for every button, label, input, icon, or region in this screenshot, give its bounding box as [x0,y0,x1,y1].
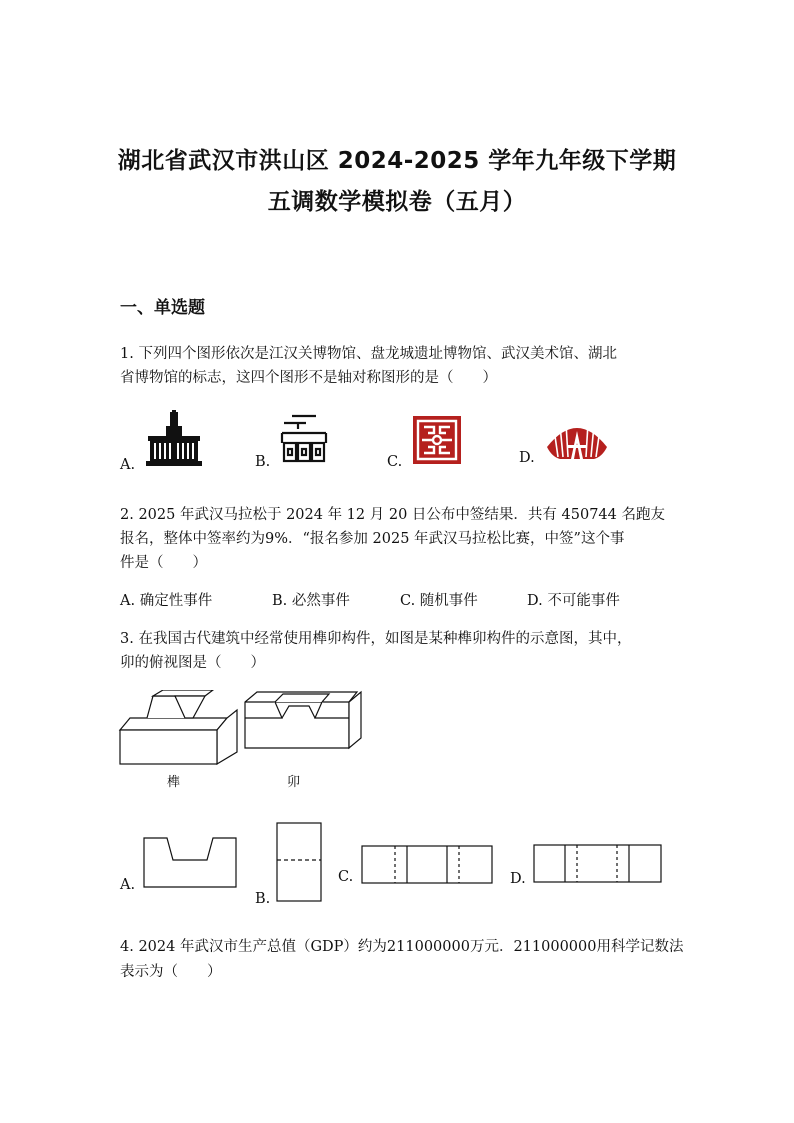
tenon-piece-drawing [120,690,237,764]
q4-line-1: 4. 2024 年武汉市生产总值（GDP）约为211000000万元．211000000用科学记数法 [120,939,684,955]
section-heading: 一、单选题 [120,298,205,318]
q1-option-c-label: C. [387,454,403,470]
tenon-label: 榫 [167,775,181,790]
mortise-label: 卯 [287,775,301,790]
title-line-2: 五调数学模拟卷（五月） [267,189,527,215]
q1-line-2: 省博物馆的标志，这四个图形不是轴对称图形的是（ ） [120,370,497,386]
q2-option-c: C. 随机事件 [400,593,478,609]
q3-option-b-label: B. [255,891,271,907]
q2-line-1: 2. 2025 年武汉马拉松于 2024 年 12 月 20 日公布中签结果．共有 450744 名跑友 [120,507,665,523]
q2-line-2: 报名，整体中签率约为9%．“报名参加 2025 年武汉马拉松比赛，中签”这个事 [120,531,625,547]
q3-line-2: 卯的俯视图是（ ） [120,655,265,671]
q2-option-d: D. 不可能事件 [527,593,620,609]
fan-logo-icon [544,417,610,463]
q1-option-d-label: D. [519,450,535,466]
q1-option-a-label: A. [120,457,136,473]
title-line-1: 湖北省武汉市洪山区 2024-2025 学年九年级下学期 [117,148,677,174]
q2-option-b: B. 必然事件 [272,593,350,609]
q4-line-2: 表示为（ ） [120,964,222,980]
q3-option-c-label: C. [338,869,354,885]
q1-line-1: 1. 下列四个图形依次是江汉关博物馆、盘龙城遗址博物馆、武汉美术馆、湖北 [120,346,617,362]
red-seal-logo-icon [412,415,462,465]
q3-line-1: 3. 在我国古代建筑中经常使用榫卯构件，如图是某种榫卯构件的示意图，其中， [120,631,632,647]
option-c-view-drawing [361,845,493,885]
building-logo-icon [146,410,202,468]
q1-option-b-label: B. [255,454,271,470]
mortise-piece-drawing [245,692,361,748]
q2-line-3: 件是（ ） [120,555,207,571]
q2-option-a: A. 确定性事件 [120,593,213,609]
option-d-view-drawing [533,844,663,884]
tenon-mortise-figure [117,690,367,770]
meander-logo-icon [278,413,330,465]
option-b-view-drawing [276,822,322,902]
q3-option-d-label: D. [510,871,526,887]
option-a-view-drawing [143,837,237,889]
q3-option-a-label: A. [120,877,136,893]
